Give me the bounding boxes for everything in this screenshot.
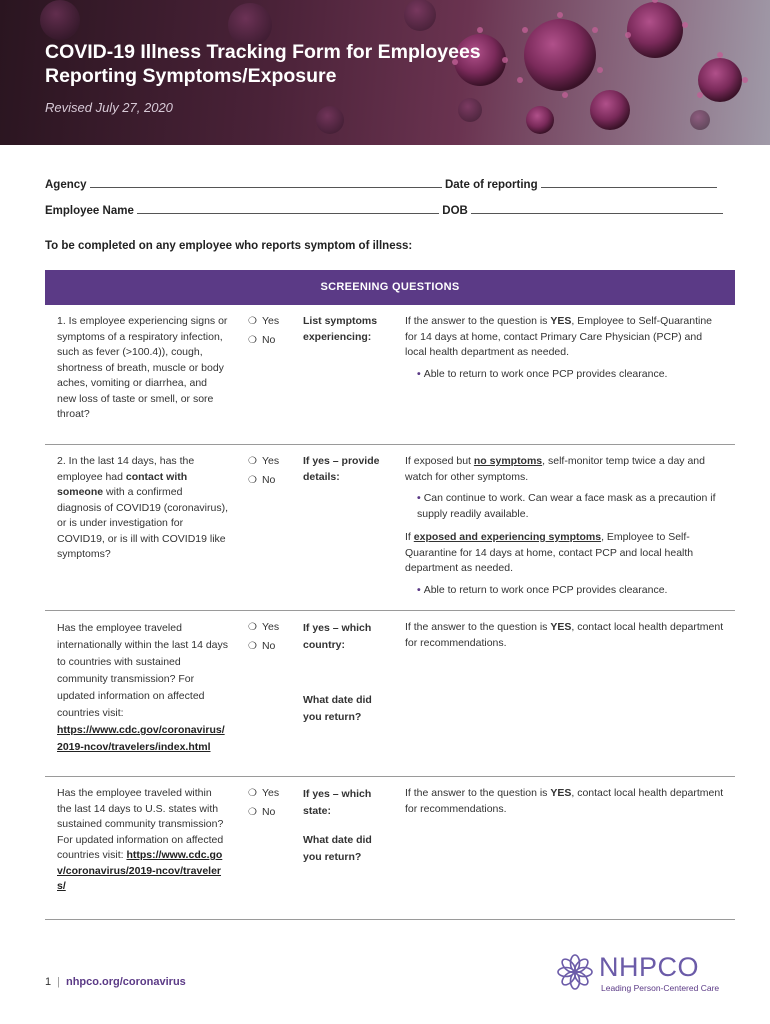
bullet-icon: • [417,583,421,596]
question-row-3 [45,611,735,777]
radio-icon: ❍ [248,622,257,633]
radio-icon: ❍ [248,475,257,486]
question-text: Has the employee traveled internationally within the last 14 days to countries with sustained community transmission? For updated information on affected countries visit: https://www.cdc.gov/coronavirus/2019-ncov/travelers/index.html [57,620,229,756]
guidance-bullet: • Able to return to work once PCP provides clearance. [417,583,668,596]
page-title [45,40,481,88]
no-option[interactable]: ❍ No [248,640,276,652]
question-text: 2. In the last 14 days, has the employee had contact with someone with a confirmed diagnosis of COVID19 (coronavirus), or is under investigation for COVID19, or is ill with COVID19 like symptoms? [57,455,228,560]
header-banner [0,0,770,145]
return-date-prompt: What date did you return? [303,694,372,723]
no-option[interactable]: ❍ No [248,334,276,346]
guidance-text: If the answer to the question is YES, contact local health department for recommendations. [405,787,724,815]
dob-label: DOB [442,205,468,217]
question-row-4 [45,777,735,920]
dob-input-line[interactable] [471,202,723,214]
yes-no-options [248,312,298,350]
bullet-icon: • [417,367,421,380]
no-option[interactable]: ❍ No [248,806,276,818]
yes-no-options [248,784,298,822]
page-footer [45,976,186,988]
radio-icon: ❍ [248,641,257,652]
logo-tagline: Leading Person-Centered Care [601,983,720,993]
cdc-international-link[interactable]: https://www.cdc.gov/coronavirus/2019-ncov/travelers/index.html [57,724,225,753]
detail-prompt: If yes – which state: [303,788,372,817]
bullet-icon: • [417,492,421,504]
question-text: Has the employee traveled within the last 14 days to U.S. states with sustained community transmission? For updated information on affected countries visit: https://www.cdc.gov/coronavirus/2019-ncov/travelers/ [57,787,224,892]
yes-option[interactable]: ❍ Yes [248,315,280,327]
return-date-prompt: What date did you return? [303,834,372,863]
revised-date: Revised July 27, 2020 [45,100,173,115]
detail-prompt: If yes – which country: [303,622,372,651]
guidance-bullet: • Able to return to work once PCP provides clearance. [417,367,668,380]
detail-prompt: List symptoms experiencing: [303,315,378,343]
radio-icon: ❍ [248,316,257,327]
radio-icon: ❍ [248,807,257,818]
guidance-text: If the answer to the question is YES, Employee to Self-Quarantine for 14 days at home, contact Primary Care Physician (PCP) and local health department as needed. • Able to return to work once PCP provides clearance. [405,314,725,382]
agency-input-line[interactable] [90,176,442,188]
question-row-2 [45,445,735,611]
title-line-2: Reporting Symptoms/Exposure [45,65,337,87]
nhpco-logo [555,950,735,996]
yes-no-options [248,618,298,656]
no-option[interactable]: ❍ No [248,474,276,486]
detail-prompt: If yes – provide details: [303,455,380,483]
question-row-1 [45,305,735,445]
yes-no-options [248,452,298,490]
page-number: 1 [45,976,52,988]
guidance-text: If exposed but no symptoms, self-monitor temp twice a day and watch for other symptoms. • Can continue to work. Can wear a face mask as a precaution if supply readily available. If exposed and experiencing symptoms, Employee to Self-Quarantine for 14 days at home, contact PCP and local health department as needed. • Able to return to work once PCP provides clearance. [405,454,725,598]
yes-option[interactable]: ❍ Yes [248,787,280,799]
screening-questions-header: SCREENING QUESTIONS [45,270,735,305]
footer-divider: | [57,976,60,988]
employee-field-row [45,202,723,217]
employee-name-label: Employee Name [45,205,134,217]
instruction-text: To be completed on any employee who reports symptom of illness: [45,240,413,252]
guidance-paragraph-2: If exposed and experiencing symptoms, Employee to Self-Quarantine for 14 days at home, contact PCP and local health department as needed. [405,531,694,574]
guidance-text: If the answer to the question is YES, contact local health department for recommendations. [405,621,724,649]
employee-name-input-line[interactable] [137,202,439,214]
title-line-1: COVID-19 Illness Tracking Form for Employees [45,41,481,63]
agency-label: Agency [45,179,87,191]
yes-option[interactable]: ❍ Yes [248,621,280,633]
cdc-states-link[interactable]: https://www.cdc.gov/coronavirus/2019-ncov/travelers/ [57,849,223,892]
radio-icon: ❍ [248,335,257,346]
flower-logo-icon [555,952,595,992]
yes-option[interactable]: ❍ Yes [248,455,280,467]
footer-link[interactable]: nhpco.org/coronavirus [65,976,186,988]
radio-icon: ❍ [248,456,257,467]
date-of-reporting-label: Date of reporting [444,179,538,191]
guidance-bullet: • Can continue to work. Can wear a face mask as a precaution if supply readily available. [417,492,716,520]
question-text: 1. Is employee experiencing signs or symptoms of a respiratory infection, such as fever (>100.4)), cough, shortness of breath, muscle or body aches, vomiting or diarrhea, and new loss of taste or smell, or sore throat? [57,315,228,420]
radio-icon: ❍ [248,788,257,799]
date-of-reporting-input-line[interactable] [541,176,717,188]
logo-wordmark: NHPCO [599,952,700,982]
agency-field-row [45,176,717,191]
